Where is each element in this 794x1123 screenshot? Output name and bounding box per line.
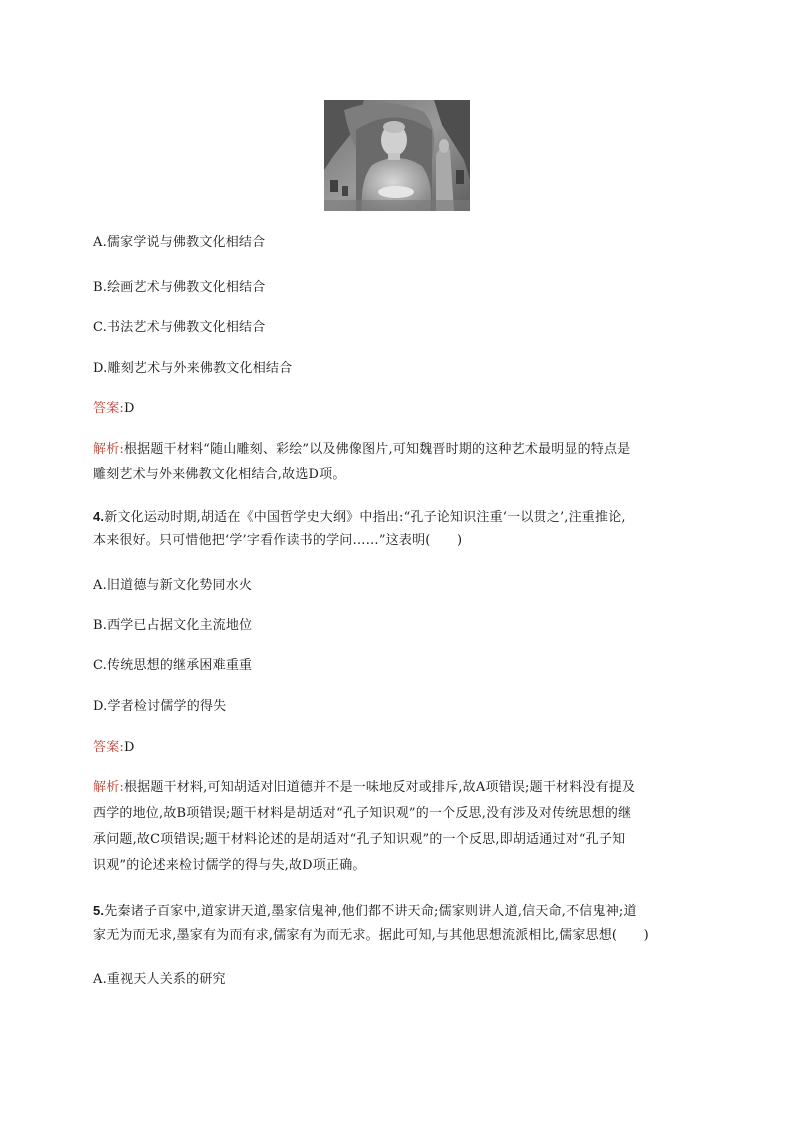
- q5-number: 5.: [93, 903, 105, 918]
- q4-analysis-line-2: 西学的地位,故B项错误;题干材料是胡适对“孔子知识观”的一个反思,没有涉及对传统思想的继: [93, 806, 632, 821]
- buddha-statue-photo: [324, 100, 470, 211]
- q3-answer-value: D: [123, 401, 135, 416]
- q4-stem-line-2: 本来很好。只可惜他把‘学’字看作读书的学问……”这表明( ): [93, 533, 463, 548]
- q5-stem-line-1: 5.先秦诸子百家中,道家讲天道,墨家信鬼神,他们都不讲天命;儒家则讲人道,信天命,不信鬼神;道: [93, 903, 637, 919]
- buddha-statue-image: [324, 100, 470, 211]
- q4-answer: [93, 740, 135, 756]
- q3-option-d: D.雕刻艺术与外来佛教文化相结合: [93, 361, 293, 376]
- q3-analysis-line-1: 解析:根据题干材料“随山雕刻、彩绘”以及佛像图片,可知魏晋时期的这种艺术最明显的特点是: [93, 442, 631, 457]
- q4-option-d: D.学者检讨儒学的得失: [93, 699, 227, 714]
- q4-analysis-label: 解析:: [93, 780, 124, 795]
- q4-analysis-line-1: 解析:根据题干材料,可知胡适对旧道德并不是一味地反对或排斥,故A项错误;题干材料没有提及: [93, 780, 636, 795]
- q3-option-c: C.书法艺术与佛教文化相结合: [93, 320, 266, 335]
- q4-option-c: C.传统思想的继承困难重重: [93, 658, 253, 673]
- q4-answer-label: 答案:: [93, 740, 124, 755]
- q4-answer-value: D: [123, 740, 135, 755]
- q3-option-b: B.绘画艺术与佛教文化相结合: [93, 280, 266, 295]
- q3-analysis-label: 解析:: [93, 442, 124, 457]
- q3-answer: [93, 401, 135, 417]
- q5-stem-line-2: 家无为而无求,墨家有为而有求,儒家有为而无求。据此可知,与其他思想流派相比,儒家思想( ): [93, 928, 649, 943]
- q4-analysis-line-3: 承问题,故C项错误;题干材料论述的是胡适对“孔子知识观”的一个反思,即胡适通过对“孔子知: [93, 832, 626, 847]
- q5-option-a: A.重视天人关系的研究: [93, 972, 226, 987]
- q3-option-a: A.儒家学说与佛教文化相结合: [93, 235, 266, 250]
- q4-option-a: A.旧道德与新文化势同水火: [93, 578, 253, 593]
- q4-option-b: B.西学已占据文化主流地位: [93, 618, 253, 633]
- q3-analysis-line-2: 雕刻艺术与外来佛教文化相结合,故选D项。: [93, 467, 346, 482]
- q3-answer-label: 答案:: [93, 401, 124, 416]
- q4-stem-line-1: 4.新文化运动时期,胡适在《中国哲学史大纲》中指出:“孔子论知识注重‘一以贯之’,注重推论,: [93, 509, 626, 525]
- q4-number: 4.: [93, 509, 105, 524]
- q4-analysis-line-4: 识观”的论述来检讨儒学的得与失,故D项正确。: [93, 858, 366, 873]
